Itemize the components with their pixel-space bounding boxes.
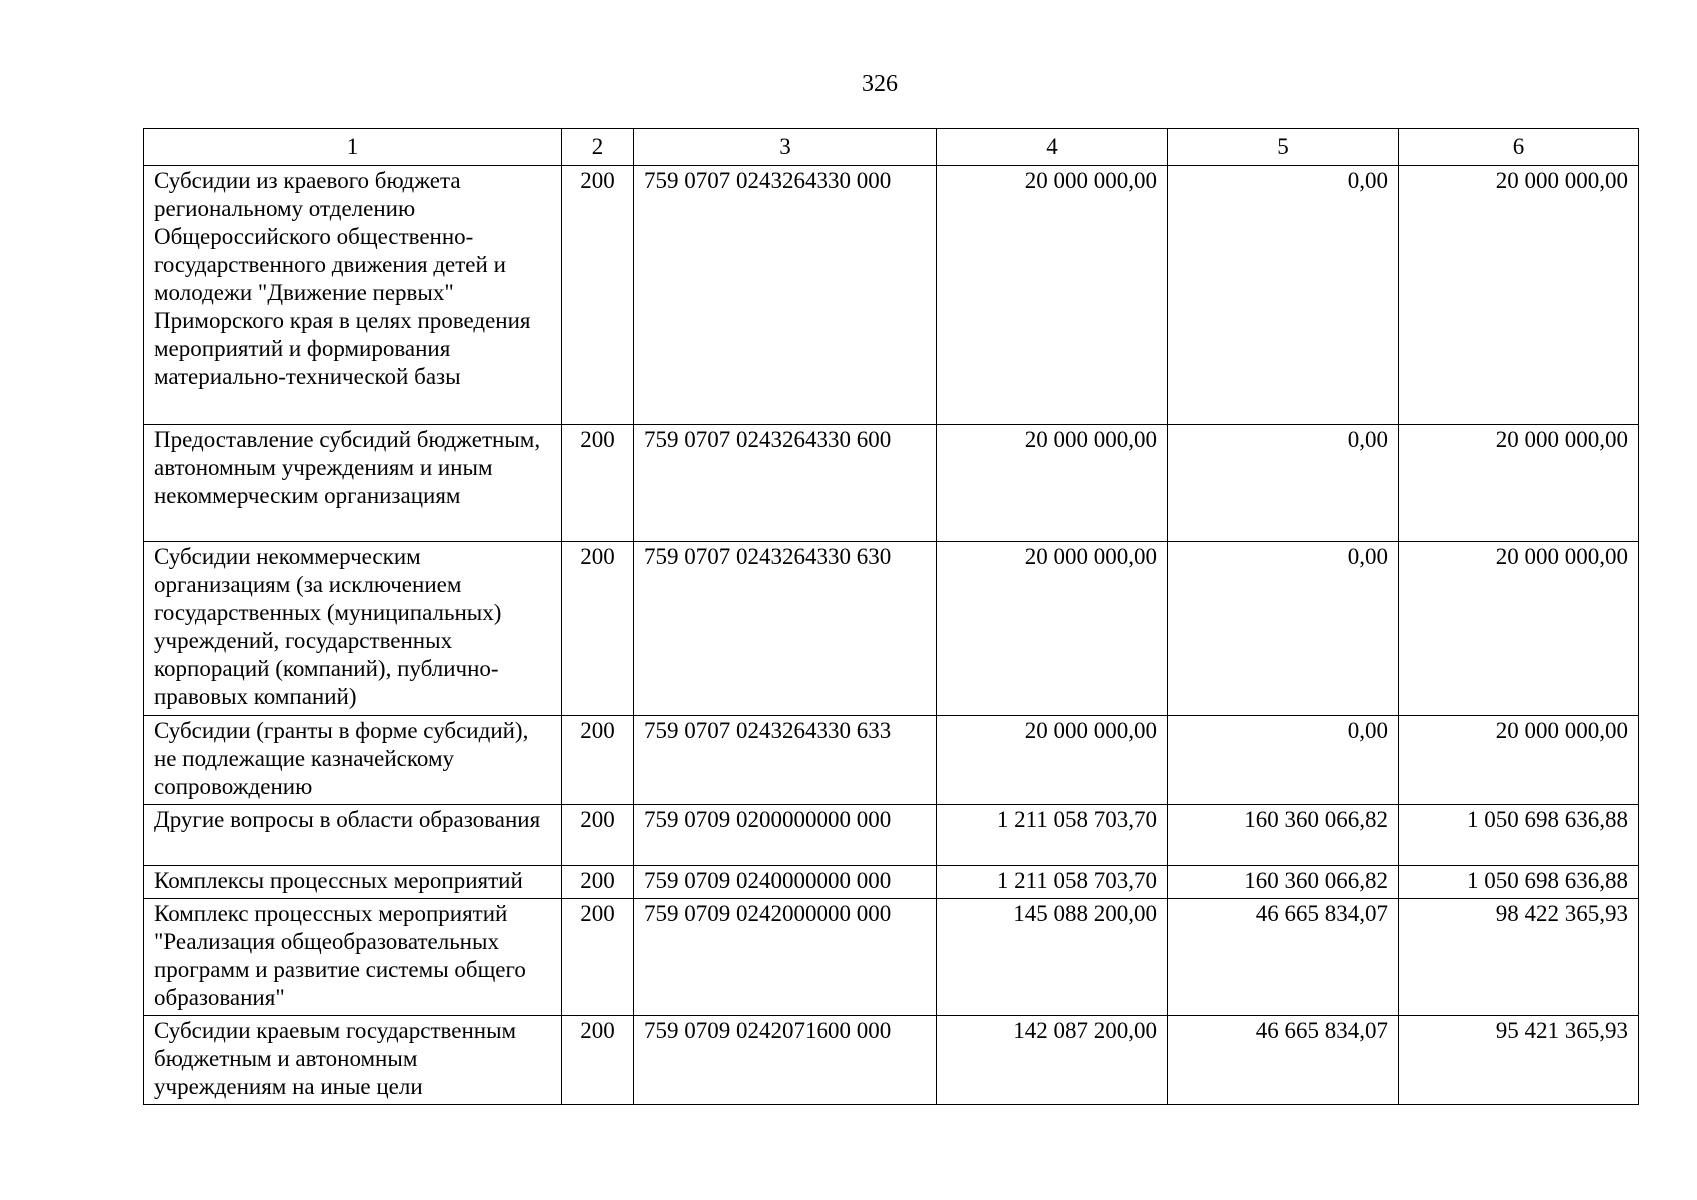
item-code: 759 0707 0243264330 000 <box>634 166 937 425</box>
item-amount-4: 1 211 058 703,70 <box>937 866 1168 899</box>
table-row <box>144 866 1639 899</box>
item-code: 759 0709 0242000000 000 <box>634 899 937 1016</box>
item-name: Субсидии из краевого бюджета региональному отделению Общероссийского общественно-государственного движения детей и молодежи "Движение первых" Приморского края в целях проведения мероприятий и формирования материально-технической базы <box>144 166 562 425</box>
item-name: Субсидии (гранты в форме субсидий), не подлежащие казначейскому сопровождению <box>144 716 562 805</box>
item-amount-4: 142 087 200,00 <box>937 1016 1168 1105</box>
item-col2: 200 <box>562 866 634 899</box>
table-row <box>144 542 1639 716</box>
table-row <box>144 425 1639 542</box>
item-col2: 200 <box>562 425 634 542</box>
item-amount-5: 46 665 834,07 <box>1168 899 1399 1016</box>
item-code: 759 0709 0242071600 000 <box>634 1016 937 1105</box>
item-name: Комплексы процессных мероприятий <box>144 866 562 899</box>
item-amount-5: 160 360 066,82 <box>1168 866 1399 899</box>
item-amount-6: 20 000 000,00 <box>1399 425 1639 542</box>
table-row <box>144 716 1639 805</box>
item-col2: 200 <box>562 805 634 866</box>
item-amount-4: 20 000 000,00 <box>937 166 1168 425</box>
item-name: Субсидии некоммерческим организациям (за исключением государственных (муниципальных) учреждений, государственных корпораций (компаний), публично-правовых компаний) <box>144 542 562 716</box>
table-row <box>144 166 1639 425</box>
item-amount-6: 20 000 000,00 <box>1399 716 1639 805</box>
table-row <box>144 1016 1639 1105</box>
item-col2: 200 <box>562 1016 634 1105</box>
item-amount-4: 145 088 200,00 <box>937 899 1168 1016</box>
item-amount-4: 1 211 058 703,70 <box>937 805 1168 866</box>
item-amount-6: 20 000 000,00 <box>1399 166 1639 425</box>
item-amount-5: 0,00 <box>1168 166 1399 425</box>
item-code: 759 0707 0243264330 633 <box>634 716 937 805</box>
item-code: 759 0709 0200000000 000 <box>634 805 937 866</box>
item-amount-4: 20 000 000,00 <box>937 716 1168 805</box>
item-amount-5: 160 360 066,82 <box>1168 805 1399 866</box>
item-col2: 200 <box>562 542 634 716</box>
column-header-3: 3 <box>634 129 937 166</box>
column-header-1: 1 <box>144 129 562 166</box>
item-amount-6: 20 000 000,00 <box>1399 542 1639 716</box>
item-code: 759 0709 0240000000 000 <box>634 866 937 899</box>
item-col2: 200 <box>562 716 634 805</box>
item-amount-6: 98 422 365,93 <box>1399 899 1639 1016</box>
item-amount-4: 20 000 000,00 <box>937 425 1168 542</box>
item-col2: 200 <box>562 899 634 1016</box>
item-name: Комплекс процессных мероприятий "Реализация общеобразовательных программ и развитие системы общего образования" <box>144 899 562 1016</box>
header-row <box>144 129 1639 166</box>
column-header-6: 6 <box>1399 129 1639 166</box>
item-amount-6: 95 421 365,93 <box>1399 1016 1639 1105</box>
item-amount-5: 0,00 <box>1168 716 1399 805</box>
column-header-4: 4 <box>937 129 1168 166</box>
item-col2: 200 <box>562 166 634 425</box>
item-code: 759 0707 0243264330 600 <box>634 425 937 542</box>
page-number: 326 <box>862 71 898 97</box>
item-name: Субсидии краевым государственным бюджетным и автономным учреждениям на иные цели <box>144 1016 562 1105</box>
budget-table <box>143 128 1639 1105</box>
item-amount-6: 1 050 698 636,88 <box>1399 866 1639 899</box>
item-amount-5: 0,00 <box>1168 425 1399 542</box>
column-header-5: 5 <box>1168 129 1399 166</box>
item-amount-5: 0,00 <box>1168 542 1399 716</box>
table-row <box>144 899 1639 1016</box>
item-code: 759 0707 0243264330 630 <box>634 542 937 716</box>
table-row <box>144 805 1639 866</box>
item-amount-4: 20 000 000,00 <box>937 542 1168 716</box>
item-name: Предоставление субсидий бюджетным, автономным учреждениям и иным некоммерческим организациям <box>144 425 562 542</box>
column-header-2: 2 <box>562 129 634 166</box>
item-amount-6: 1 050 698 636,88 <box>1399 805 1639 866</box>
item-name: Другие вопросы в области образования <box>144 805 562 866</box>
item-amount-5: 46 665 834,07 <box>1168 1016 1399 1105</box>
